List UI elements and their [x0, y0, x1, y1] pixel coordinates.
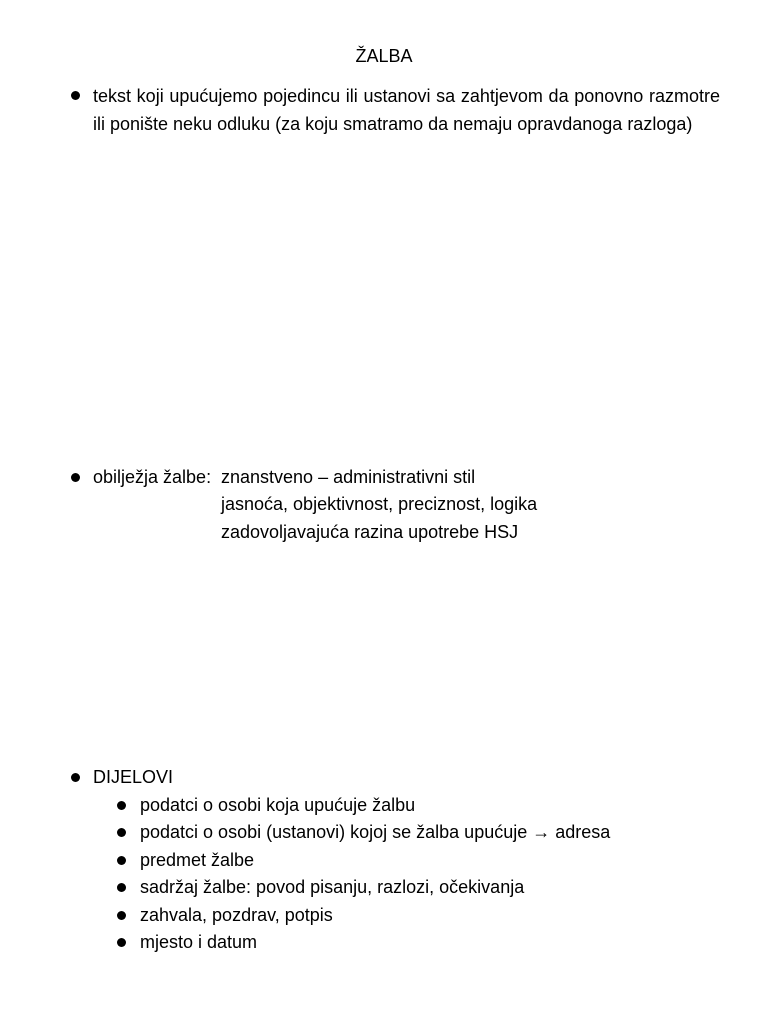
features-label: obilježja žalbe:	[93, 467, 212, 487]
list-item: predmet žalbe	[140, 850, 255, 870]
bullet-icon	[117, 883, 126, 892]
bullet-icon	[71, 773, 80, 782]
list-item: mjesto i datum	[140, 932, 258, 952]
feature-item: zadovoljavajuća razina upotrebe HSJ	[221, 522, 519, 542]
bullet-icon	[117, 801, 126, 810]
bullet-icon	[117, 828, 126, 837]
feature-item: jasnoća, objektivnost, preciznost, logika	[221, 494, 538, 514]
parts-heading: DIJELOVI	[93, 767, 174, 787]
feature-item: znanstveno – administrativni stil	[221, 467, 476, 487]
list-item: sadržaj žalbe: povod pisanju, razlozi, očekivanja	[140, 877, 525, 897]
bullet-icon	[71, 473, 80, 482]
definition-text: tekst koji upućujemo pojedincu ili ustanovi sa zahtjevom da ponovno razmotre ili ponište neku odluku (za koju smatramo da nemaju opravdanoga razloga)	[93, 86, 720, 134]
bullet-icon	[71, 91, 80, 100]
list-item: zahvala, pozdrav, potpis	[140, 905, 333, 925]
list-item: podatci o osobi (ustanovi) kojoj se žalba upućuje → adresa	[140, 822, 611, 842]
bullet-icon	[117, 911, 126, 920]
list-item: podatci o osobi koja upućuje žalbu	[140, 795, 416, 815]
page-title: ŽALBA	[355, 46, 413, 66]
bullet-icon	[117, 856, 126, 865]
bullet-icon	[117, 938, 126, 947]
